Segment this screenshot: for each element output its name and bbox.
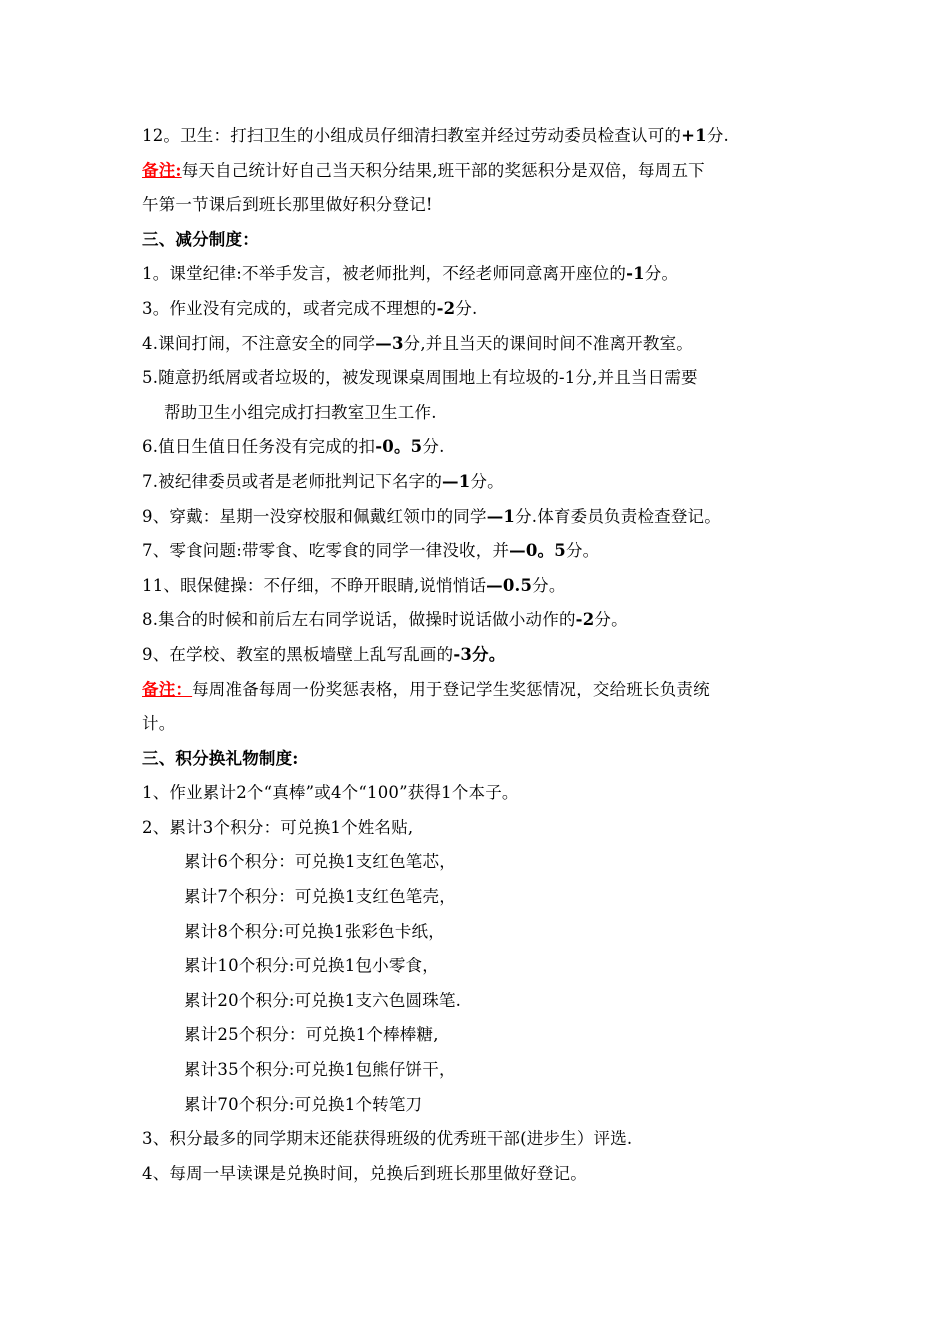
- rule-graffiti: 9、在学校、教室的黑板墙壁上乱写乱画的-3分。: [142, 644, 506, 664]
- rule-uniform: 9、穿戴：星期一没穿校服和佩戴红领巾的同学—1分.体育委员负责检查登记。: [142, 506, 721, 526]
- rule-duty: 6.值日生值日任务没有完成的扣-0。5分.: [142, 437, 445, 457]
- reward-tier: 累计35个积分:可兑换1包熊仔饼干，: [184, 1060, 456, 1080]
- reward-tier: 累计70个积分:可兑换1个转笔刀: [184, 1094, 423, 1114]
- rule-eye-exercise: 11、眼保健操：不仔细，不睁开眼睛,说悄悄话—0.5分。: [142, 575, 566, 595]
- reward-tier: 累计25个积分：可兑换1个棒棒糖,: [184, 1025, 439, 1045]
- document-page: [142, 119, 812, 1191]
- score-value: -3: [453, 644, 473, 664]
- score-value: -2: [436, 298, 456, 318]
- section-deduction-heading: 三、减分制度：: [142, 229, 259, 249]
- score-value: —3: [375, 333, 404, 353]
- rule-break-safety: 4.课间打闹，不注意安全的同学—3分,并且当天的课间时间不准离开教室。: [142, 333, 693, 353]
- reward-tier: 累计10个积分:可兑换1包小零食，: [184, 956, 439, 976]
- score-value: -0。5: [375, 437, 423, 457]
- reward-tier: 累计20个积分:可兑换1支六色圆珠笔.: [184, 990, 462, 1010]
- score-value: —0.5: [486, 575, 533, 595]
- note-2-continued: 计。: [142, 714, 176, 734]
- reward-tier: 累计7个积分：可兑换1支红色笔壳，: [184, 887, 456, 907]
- reward-rule-2: 2、累计3个积分：可兑换1个姓名贴,: [142, 817, 414, 837]
- note-2: 备注：每周准备每周一份奖惩表格，用于登记学生奖惩情况，交给班长负责统: [142, 679, 710, 699]
- reward-tier: 累计6个积分：可兑换1支红色笔芯，: [184, 852, 456, 872]
- note-1-continued: 午第一节课后到班长那里做好积分登记!: [142, 195, 433, 215]
- reward-rule-3: 3、积分最多的同学期末还能获得班级的优秀班干部(进步生）评选.: [142, 1129, 633, 1149]
- score-value: —0。5: [509, 541, 566, 561]
- score-value: +1: [681, 126, 707, 145]
- rule-litter: 5.随意扔纸屑或者垃圾的，被发现课桌周围地上有垃圾的-1分,并且当日需要: [142, 368, 698, 388]
- score-value: —1: [442, 471, 471, 491]
- note-label: 备注:: [142, 160, 182, 180]
- reward-rule-4: 4、每周一早读课是兑换时间，兑换后到班长那里做好登记。: [142, 1163, 587, 1183]
- reward-tier: 累计8个积分:可兑换1张彩色卡纸，: [184, 921, 445, 941]
- rule-homework: 3。作业没有完成的，或者完成不理想的-2分.: [142, 298, 478, 318]
- rule-hygiene: 12。卫生：打扫卫生的小组成员仔细清扫教室并经过劳动委员检查认可的+1分.: [142, 126, 729, 145]
- note-label: 备注：: [142, 679, 193, 699]
- rule-snacks: 7、零食问题:带零食、吃零食的同学一律没收，并—0。5分。: [142, 541, 600, 561]
- rule-classroom-discipline: 1。课堂纪律:不举手发言，被老师批判，不经老师同意离开座位的-1分。: [142, 264, 679, 284]
- score-value: -1: [626, 264, 645, 284]
- rule-litter-continued: 帮助卫生小组完成打扫教室卫生工作.: [164, 402, 437, 422]
- rule-name-recorded: 7.被纪律委员或者是老师批判记下名字的—1分。: [142, 471, 504, 491]
- score-value: -2: [575, 610, 595, 630]
- section-rewards-heading: 三、积分换礼物制度:: [142, 748, 299, 768]
- rule-assembly-talking: 8.集合的时候和前后左右同学说话，做操时说话做小动作的-2分。: [142, 610, 628, 630]
- note-1: 备注:每天自己统计好自己当天积分结果,班干部的奖惩积分是双倍，每周五下: [142, 160, 705, 180]
- reward-rule-1: 1、作业累计2个“真棒”或4个“100”获得1个本子。: [142, 783, 519, 803]
- score-value: —1: [486, 506, 516, 526]
